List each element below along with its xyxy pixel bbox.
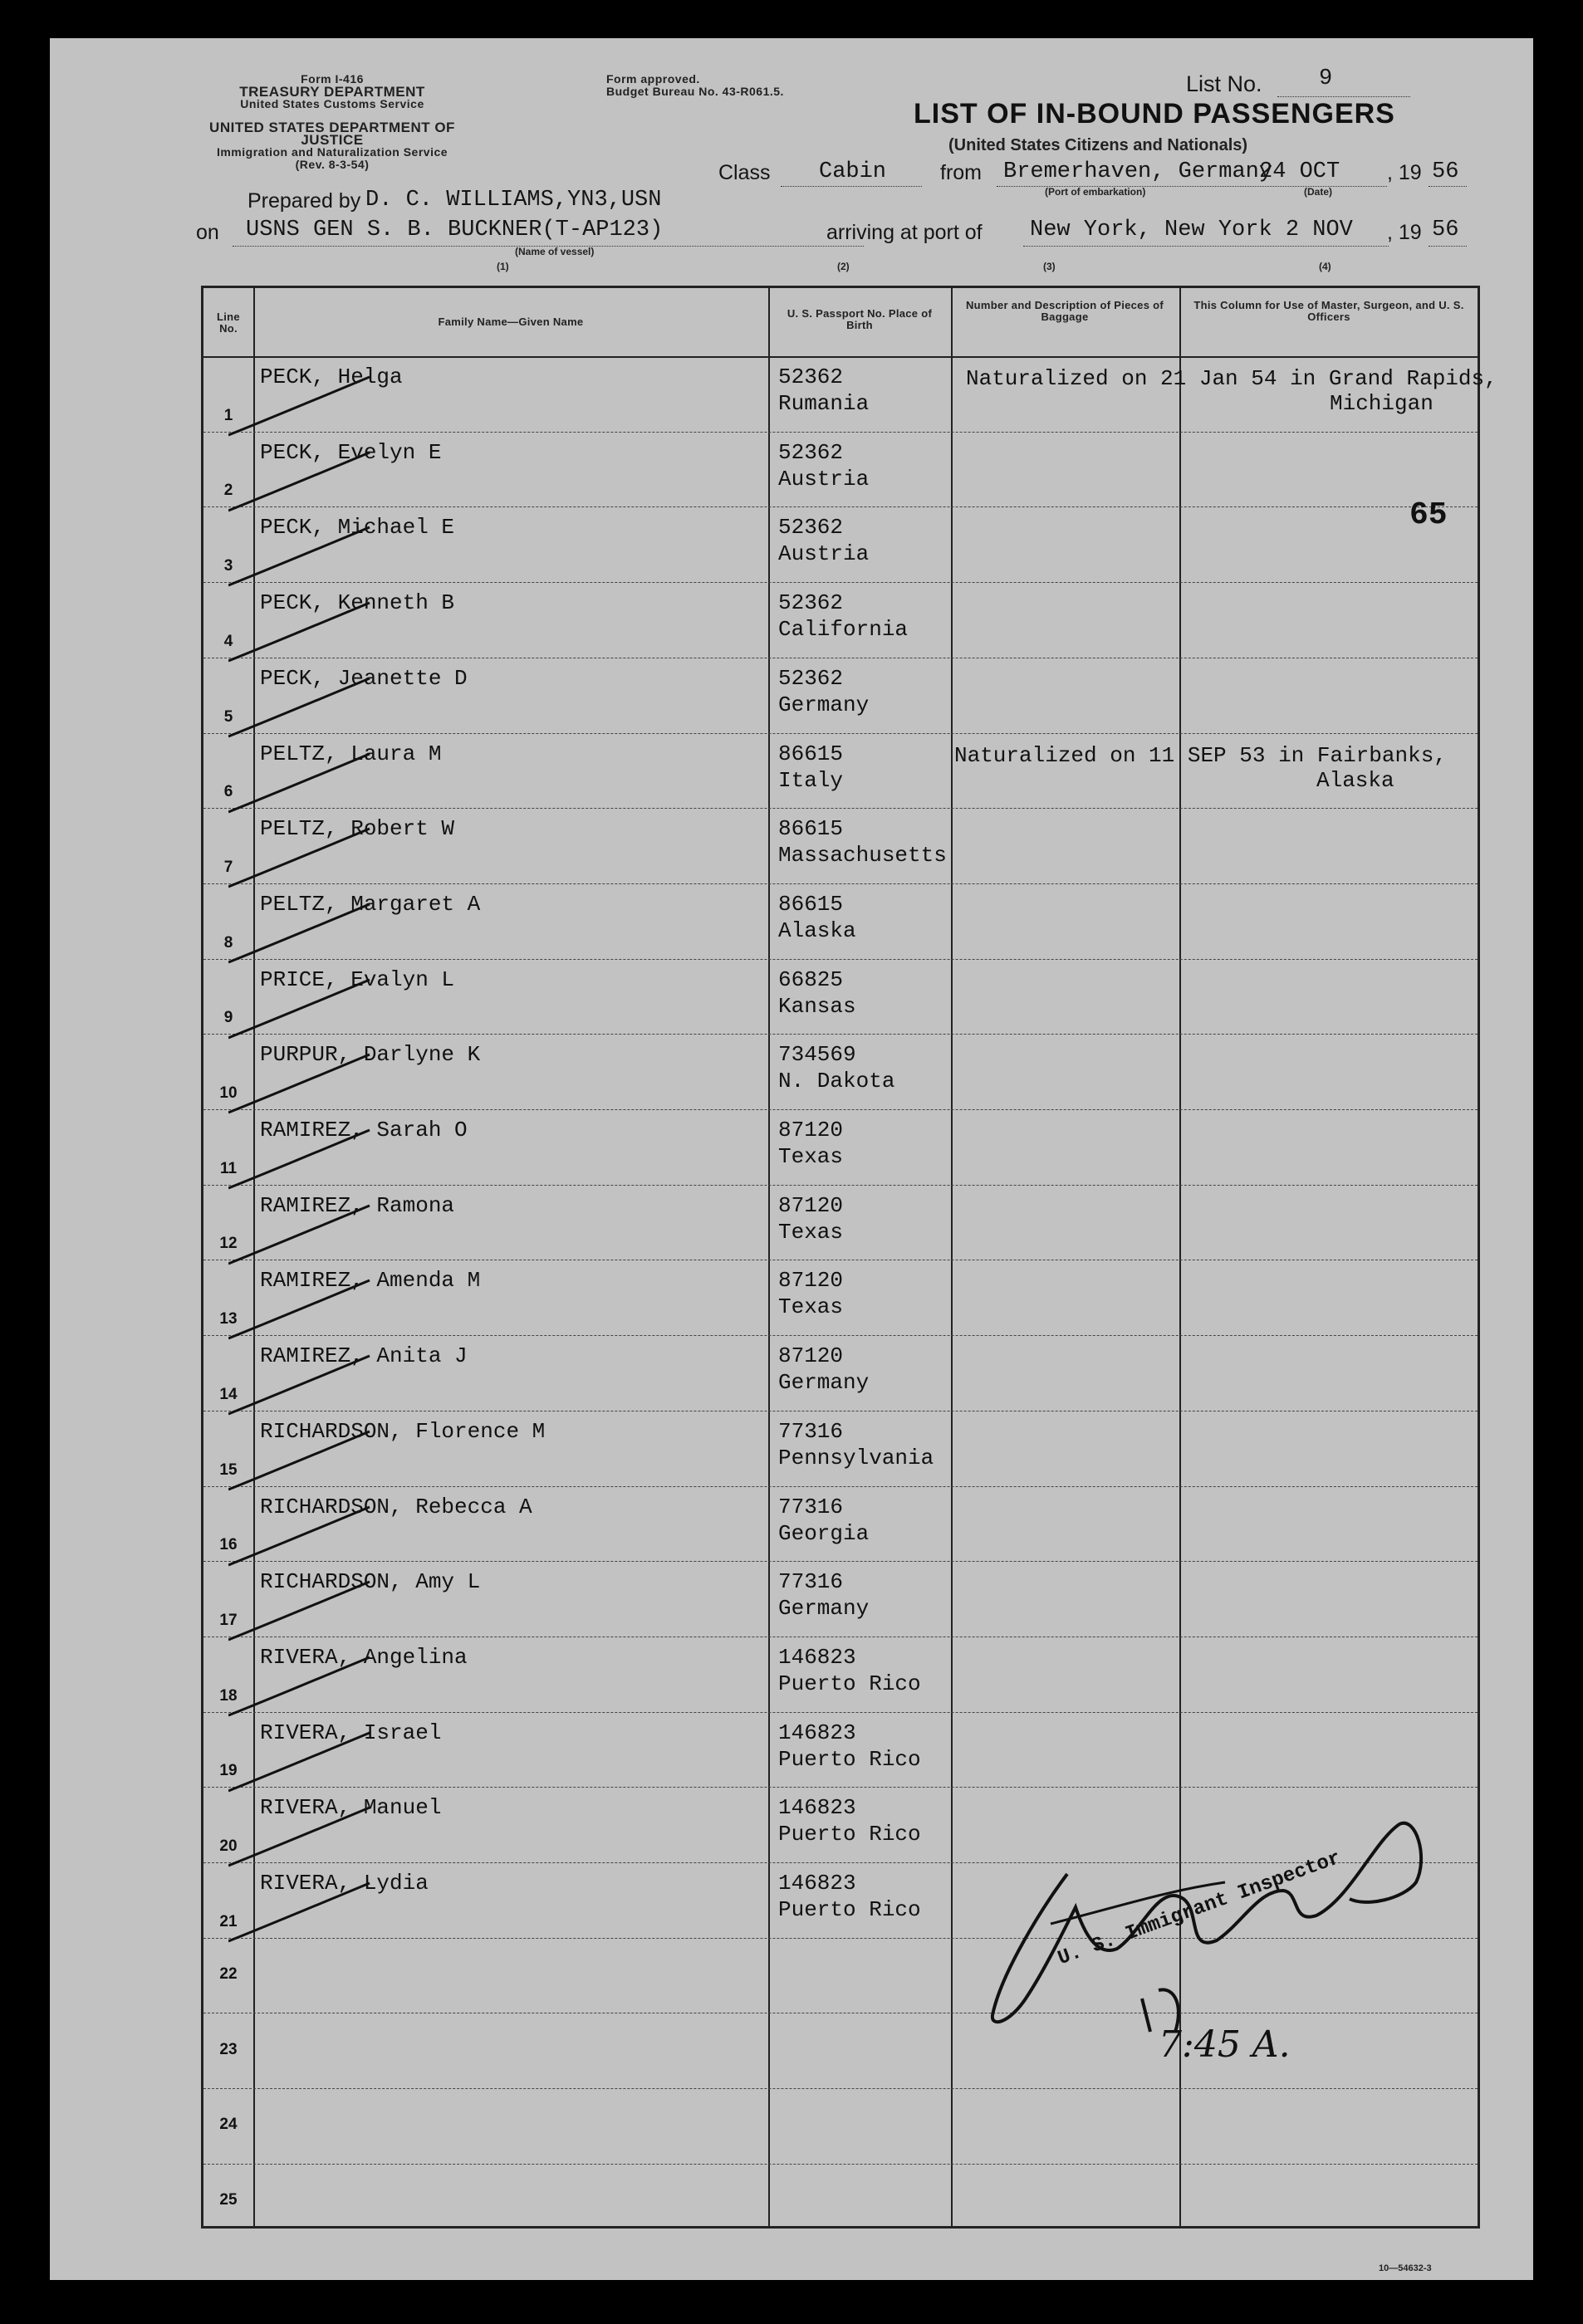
justice-dept: UNITED STATES DEPARTMENT OF JUSTICE xyxy=(209,120,455,148)
class-label: Class xyxy=(718,161,771,184)
passport-number: 52362 xyxy=(778,365,844,389)
ins-service: Immigration and Naturalization Service xyxy=(216,145,448,159)
line-number: 24 xyxy=(219,2116,238,2134)
tick-mark xyxy=(228,523,378,598)
justice-header xyxy=(183,121,482,171)
passenger-table xyxy=(201,286,1497,2229)
line-number: 14 xyxy=(219,1385,238,1403)
passenger-name: PRICE, Evalyn L xyxy=(260,966,455,992)
place-of-birth: Texas xyxy=(778,1219,844,1245)
form-approval xyxy=(606,73,784,98)
line-number: 4 xyxy=(223,632,233,650)
list-no-label: List No. xyxy=(1186,71,1262,96)
year1-prefix: , 19 xyxy=(1387,161,1422,184)
passport-number: 87120 xyxy=(778,1192,844,1218)
arriving-label: arriving at port of xyxy=(826,221,983,244)
passport-number: 52362 xyxy=(778,439,844,465)
tick-mark xyxy=(228,599,378,673)
passport-number: 86615 xyxy=(778,741,844,766)
customs-service: United States Customs Service xyxy=(240,97,424,110)
line-number: 25 xyxy=(219,2191,238,2209)
tick-mark xyxy=(228,1352,378,1426)
from-label: from xyxy=(940,161,982,184)
line-number: 2 xyxy=(223,482,233,500)
note-row1-line1: Naturalized on 21 Jan 54 in Grand Rapids, xyxy=(966,366,1497,391)
prepared-value: D. C. WILLIAMS,YN3,USN xyxy=(365,188,662,213)
treasury-dept: TREASURY DEPARTMENT xyxy=(239,84,425,100)
passport-number: 146823 xyxy=(778,1644,856,1670)
vessel-value: USNS GEN S. B. BUCKNER(T-AP123) xyxy=(246,218,664,242)
note-row6-line2: Alaska xyxy=(1316,768,1394,793)
col-num-3: (3) xyxy=(1043,261,1056,272)
place-of-birth: Texas xyxy=(778,1144,844,1169)
place-of-birth: N. Dakota xyxy=(778,1069,895,1094)
tick-mark xyxy=(228,1729,378,1803)
tick-mark xyxy=(228,900,378,975)
list-no-value: 9 xyxy=(1319,66,1333,91)
passenger-name: PECK, Evelyn E xyxy=(260,439,442,465)
passport-number: 77316 xyxy=(778,1494,844,1519)
line-number: 15 xyxy=(219,1460,238,1479)
passenger-name: PELTZ, Laura M xyxy=(260,741,442,766)
tick-mark xyxy=(228,373,378,448)
col-header-name: Family Name—Given Name xyxy=(438,316,584,328)
class-value: Cabin xyxy=(819,159,887,184)
tick-mark xyxy=(228,1427,378,1502)
inspector-signature xyxy=(951,1808,1466,2057)
place-of-birth: Germany xyxy=(778,1370,870,1396)
place-of-birth: Austria xyxy=(778,541,870,567)
place-of-birth: Georgia xyxy=(778,1520,870,1546)
place-of-birth: Texas xyxy=(778,1294,844,1320)
passport-number: 77316 xyxy=(778,1569,844,1595)
tick-mark xyxy=(228,1653,378,1728)
note-row1-line2: Michigan xyxy=(1330,391,1434,416)
passport-number: 734569 xyxy=(778,1042,856,1068)
passenger-name: RAMIREZ, Anita J xyxy=(260,1343,468,1369)
col-header-passport: U. S. Passport No. Place of Birth xyxy=(787,307,933,331)
passenger-name: RIVERA, Angelina xyxy=(260,1644,468,1670)
note-row6-line1: Naturalized on 11 SEP 53 in Fairbanks, xyxy=(954,743,1447,768)
tick-mark xyxy=(228,976,378,1050)
year2-value: 56 xyxy=(1432,218,1459,242)
passenger-name: PECK, Michael E xyxy=(260,515,455,541)
passenger-name: PECK, Jeanette D xyxy=(260,665,468,691)
form-approved: Form approved. xyxy=(606,72,700,86)
form-number: Form I-416 xyxy=(301,72,364,86)
tick-mark xyxy=(228,750,378,824)
place-of-birth: Austria xyxy=(778,466,870,492)
tick-mark xyxy=(228,1276,378,1351)
passenger-name: RAMIREZ, Ramona xyxy=(260,1192,455,1218)
line-number: 23 xyxy=(219,2040,238,2058)
place-of-birth: Puerto Rico xyxy=(778,1671,921,1696)
col-header-baggage: Number and Description of Pieces of Baggage xyxy=(965,299,1164,323)
year2-prefix: , 19 xyxy=(1387,221,1422,244)
passenger-name: PURPUR, Darlyne K xyxy=(260,1042,481,1068)
tick-mark xyxy=(228,1503,378,1578)
tick-mark xyxy=(228,1050,378,1125)
place-of-birth: Kansas xyxy=(778,993,856,1019)
place-of-birth: Germany xyxy=(778,692,870,717)
place-of-birth: Puerto Rico xyxy=(778,1822,921,1847)
line-number: 16 xyxy=(219,1536,238,1554)
tick-mark xyxy=(228,674,378,749)
from-value: Bremerhaven, Germany xyxy=(1003,159,1273,184)
place-of-birth: Puerto Rico xyxy=(778,1746,921,1772)
passenger-name: PELTZ, Margaret A xyxy=(260,891,481,917)
line-number: 11 xyxy=(219,1159,238,1177)
line-number: 17 xyxy=(219,1611,238,1629)
line-number: 1 xyxy=(223,406,233,424)
passport-number: 146823 xyxy=(778,1720,856,1745)
passenger-name: RICHARDSON, Amy L xyxy=(260,1569,481,1595)
passport-number: 87120 xyxy=(778,1118,844,1142)
port-caption: (Port of embarkation) xyxy=(1045,186,1146,198)
passport-number: 52362 xyxy=(778,665,844,691)
passport-number: 87120 xyxy=(778,1343,844,1369)
line-number: 18 xyxy=(219,1686,238,1705)
prepared-label: Prepared by xyxy=(247,189,361,213)
page-subtitle: (United States Citizens and Nationals) xyxy=(948,136,1248,154)
passenger-name: RICHARDSON, Florence M xyxy=(260,1418,546,1444)
passport-number: 52362 xyxy=(778,515,844,541)
place-of-birth: Alaska xyxy=(778,917,856,943)
vessel-caption: (Name of vessel) xyxy=(515,246,595,257)
tick-mark xyxy=(228,1578,378,1652)
passenger-name: RAMIREZ, Sarah O xyxy=(260,1118,468,1142)
passenger-name: RIVERA, Israel xyxy=(260,1720,442,1745)
col-num-4: (4) xyxy=(1319,261,1331,272)
line-number: 5 xyxy=(223,707,233,726)
on-label: on xyxy=(196,221,219,244)
col-header-officers: This Column for Use of Master, Surgeon, and U. S. Officers xyxy=(1193,299,1464,323)
officer-mark: 65 xyxy=(1409,497,1448,533)
passport-number: 146823 xyxy=(778,1871,856,1896)
place-of-birth: Massachusetts xyxy=(778,843,947,868)
place-of-birth: Italy xyxy=(778,767,844,793)
col-num-1: (1) xyxy=(497,261,509,272)
line-number: 6 xyxy=(223,783,233,801)
place-of-birth: Puerto Rico xyxy=(778,1897,921,1922)
passenger-name: RAMIREZ, Amenda M xyxy=(260,1268,481,1294)
passport-number: 66825 xyxy=(778,966,844,992)
budget-bureau: Budget Bureau No. 43-R061.5. xyxy=(606,85,784,98)
line-number: 7 xyxy=(223,858,233,876)
line-number: 8 xyxy=(223,933,233,952)
place-of-birth: California xyxy=(778,617,909,643)
line-number: 21 xyxy=(219,1912,238,1930)
passport-number: 86615 xyxy=(778,891,844,917)
passport-number: 77316 xyxy=(778,1418,844,1444)
revision: (Rev. 8-3-54) xyxy=(295,158,370,171)
line-number: 22 xyxy=(219,1965,238,1984)
date-value: 24 OCT xyxy=(1259,159,1340,184)
place-of-birth: Germany xyxy=(778,1596,870,1622)
passenger-name: PECK, Kenneth B xyxy=(260,590,455,616)
passenger-list-page xyxy=(50,38,1533,2280)
tick-mark xyxy=(228,824,378,899)
passenger-name: RICHARDSON, Rebecca A xyxy=(260,1494,532,1519)
line-number: 19 xyxy=(219,1762,238,1780)
stamp-time: 7:45 A. xyxy=(1159,2023,1291,2066)
arriving-value: New York, New York 2 NOV xyxy=(1030,218,1353,242)
year1-value: 56 xyxy=(1432,159,1459,184)
line-number: 9 xyxy=(223,1009,233,1027)
passenger-name: PECK, Helga xyxy=(260,365,403,389)
tick-mark xyxy=(228,1201,378,1276)
tick-mark xyxy=(228,1879,378,1954)
passport-number: 86615 xyxy=(778,816,844,842)
place-of-birth: Pennsylvania xyxy=(778,1445,934,1470)
passport-number: 146823 xyxy=(778,1795,856,1821)
line-number: 10 xyxy=(219,1084,238,1102)
inspector-stamp: U. S. Immigrant Inspector xyxy=(1055,1847,1344,1971)
page-title: LIST OF IN-BOUND PASSENGERS xyxy=(914,98,1395,130)
place-of-birth: Rumania xyxy=(778,391,870,416)
col-header-line: Line No. xyxy=(217,311,240,335)
tick-mark xyxy=(228,1803,378,1878)
agency-header xyxy=(183,73,482,110)
line-number: 13 xyxy=(219,1310,238,1328)
passport-number: 87120 xyxy=(778,1268,844,1294)
line-number: 20 xyxy=(219,1837,238,1855)
line-number: 12 xyxy=(219,1235,238,1253)
passenger-name: RIVERA, Lydia xyxy=(260,1871,429,1896)
passport-number: 52362 xyxy=(778,590,844,616)
line-number: 3 xyxy=(223,557,233,575)
passenger-name: PELTZ, Robert W xyxy=(260,816,455,842)
tick-mark xyxy=(228,1126,378,1201)
col-num-2: (2) xyxy=(837,261,850,272)
passenger-name: RIVERA, Manuel xyxy=(260,1795,442,1821)
form-code: 10—54632-3 xyxy=(1379,2263,1432,2273)
date-caption: (Date) xyxy=(1304,186,1333,198)
tick-mark xyxy=(228,448,378,523)
